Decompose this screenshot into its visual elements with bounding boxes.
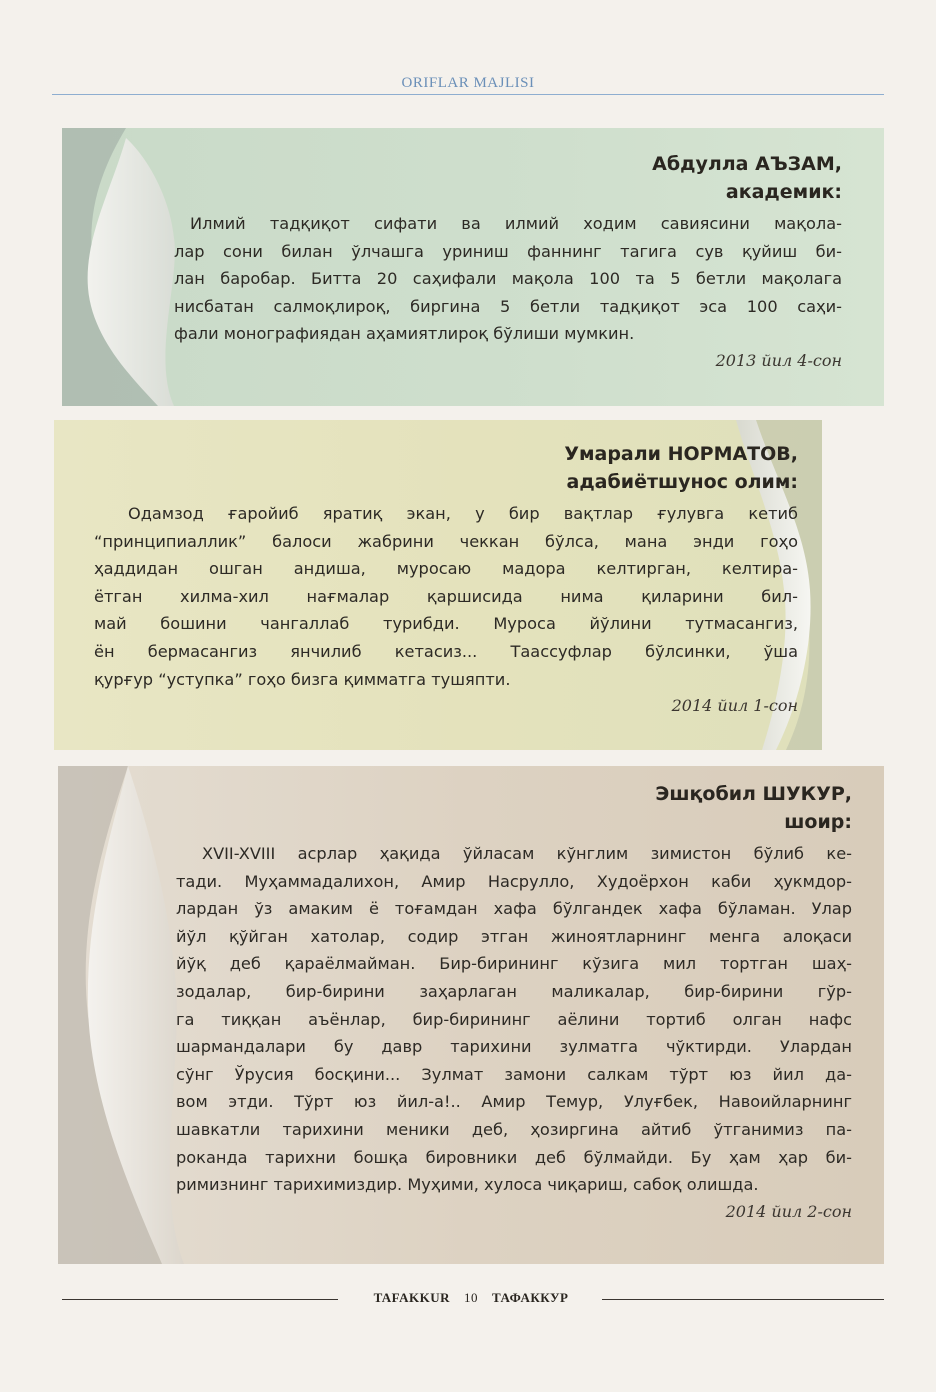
quote-line: шармандалари бу давр тарихини зулматга чўктирди. Улардан	[176, 1037, 852, 1057]
quote-text	[174, 210, 842, 348]
quote-line: Илмий тадқиқот сифати ва илмий ходим савиясини мақола-	[190, 214, 842, 233]
quote-line: қурғур “уступка” гоҳо бизга қимматга тушяпти.	[94, 669, 511, 689]
quote-panel-2	[54, 420, 822, 750]
footer-rule-left	[62, 1299, 338, 1300]
author-name: Эшқобил ШУКУР,	[655, 783, 852, 805]
author-role: адабиётшунос олим:	[566, 471, 798, 493]
quote-source: 2013 йил 4-сон	[715, 350, 842, 370]
page-number: 10	[464, 1290, 479, 1305]
quote-line: лардан ўз амаким ё тоғамдан хафа бўлгандек хафа бўламан. Улар	[176, 899, 852, 919]
author-name: Умарали НОРМАТОВ,	[564, 443, 798, 465]
quote-text	[94, 500, 798, 693]
author-role: шоир:	[784, 811, 852, 833]
author-name: Абдулла АЪЗАМ,	[652, 153, 842, 175]
quote-line: ён бермасангиз янчилиб кетасиз... Таассуфлар бўлсинки, ўша	[94, 641, 798, 661]
quote-line: вом этди. Тўрт юз йил-а!.. Амир Темур, Улуғбек, Навоийларнинг	[176, 1092, 852, 1112]
quote-line: лан баробар. Битта 20 саҳифали мақола 100 та 5 бетли мақолага	[174, 269, 842, 289]
quote-line: сўнг Ўрусия босқини... Зулмат замони салкам тўрт юз йил да-	[176, 1064, 852, 1084]
quote-line: ётган хилма-хил нағмалар қаршисида нима қиларини бил-	[94, 586, 798, 606]
quote-text	[176, 840, 852, 1199]
quote-line: май бошини чангаллаб турибди. Муроса йўлини тутмасангиз,	[94, 614, 798, 634]
quote-source: 2014 йил 1-сон	[671, 696, 798, 716]
quote-line: зодалар, бир-бирини заҳарлаган маликалар, бир-бирини гўр-	[176, 981, 852, 1001]
quote-line: шавкатли тарихини меники деб, ҳозиргина айтиб ўтганимиз па-	[176, 1119, 852, 1139]
quote-line: лар сони билан ўлчашга уриниш фаннинг тагига сув қуйиш би-	[174, 241, 842, 261]
footer-title-latin: TAFAKKUR	[373, 1290, 451, 1305]
quote-line: ҳаддидан ошган андиша, муросаю мадора келтирган, келтира-	[94, 559, 798, 579]
quote-panel-1	[62, 128, 884, 406]
quote-line: Одамзод ғаройиб яратиқ экан, у бир вақтлар ғулувга кетиб	[128, 504, 798, 523]
quote-line: га тиққан аъёнлар, бир-бирининг аёлини тортиб олган нафс	[176, 1009, 852, 1029]
header-rule	[52, 94, 884, 95]
quote-line: тади. Муҳаммадалихон, Амир Насрулло, Худоёрхон каби ҳукмдор-	[176, 871, 852, 891]
author-role: академик:	[725, 181, 842, 203]
quote-line: йўқ деб қараёлмайман. Бир-бирининг кўзига мил тортган шаҳ-	[176, 954, 852, 974]
quote-line: римизнинг тарихимиздир. Муҳими, хулоса чиқариш, сабоқ олишда.	[176, 1175, 759, 1195]
running-header: ORIFLAR MAJLISI	[401, 75, 535, 91]
footer-rule-right	[602, 1299, 884, 1300]
quote-line: “принципиаллик” балоси жабрини чеккан бўлса, мана энди гоҳо	[94, 531, 798, 551]
quote-line: йўл қўйган хатолар, содир этган жиноятларнинг менга алоқаси	[176, 926, 852, 946]
quote-source: 2014 йил 2-сон	[725, 1201, 852, 1221]
footer-title-cyrillic: ТАФАККУР	[492, 1290, 569, 1305]
quote-line: XVII-XVIII асрлар ҳақида ўйласам кўнглим зимистон бўлиб ке-	[202, 844, 852, 863]
footer	[346, 1290, 596, 1306]
quote-line: нисбатан салмоқлироқ, биргина 5 бетли тадқиқот эса 100 саҳи-	[174, 296, 842, 316]
quote-line: роканда тарихни бошқа бировники деб бўлмайди. Бу ҳам ҳар би-	[176, 1147, 852, 1167]
quote-line: фали монографиядан аҳамиятлироқ бўлиши мумкин.	[174, 324, 635, 344]
quote-panel-3	[58, 766, 884, 1264]
